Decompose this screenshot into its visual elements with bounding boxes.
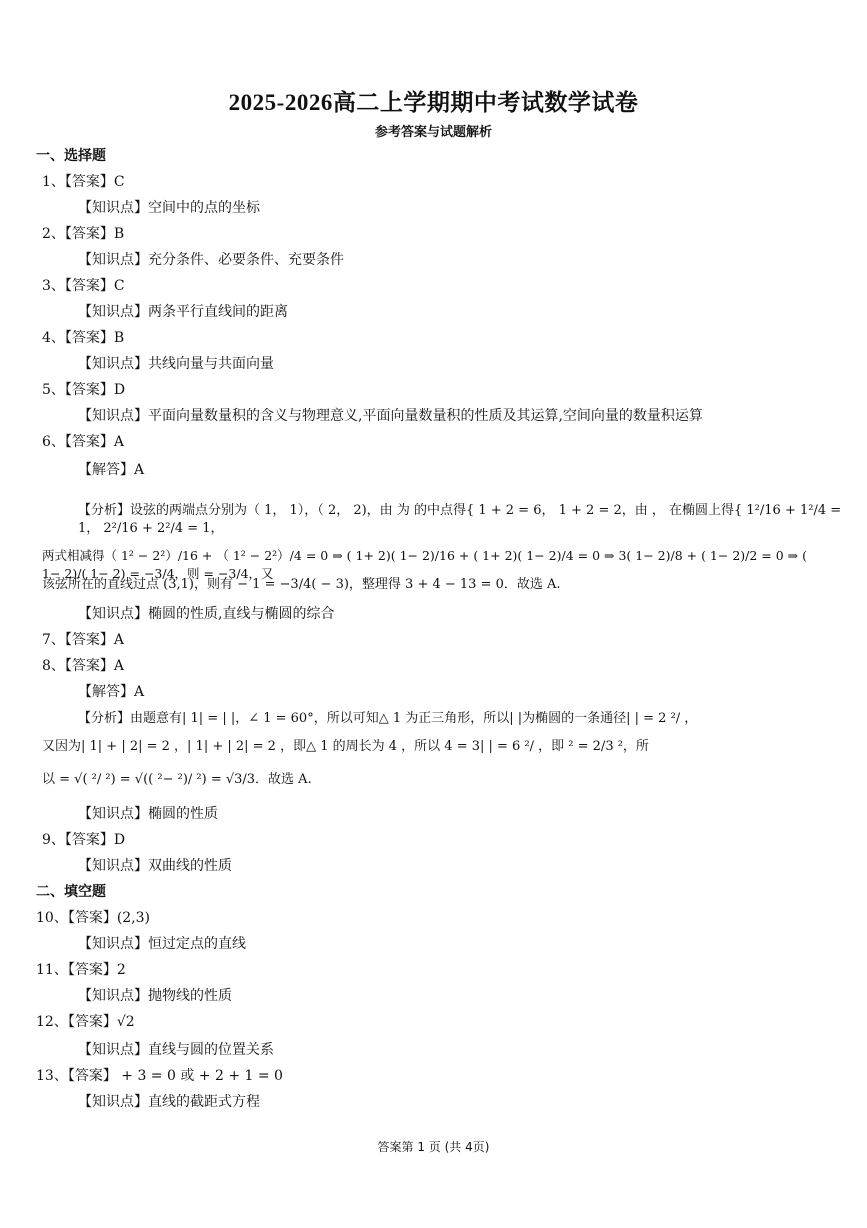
answer-line-q9: 9、【答案】D (42, 832, 126, 848)
answer-line-q6: 6、【答案】A (42, 434, 125, 450)
knowledge-point-q8: 【知识点】椭圆的性质 (78, 806, 218, 822)
answer-line-q5: 5、【答案】D (42, 382, 126, 398)
answer-line-q8: 8、【答案】A (42, 658, 125, 674)
answer-line-q7: 7、【答案】A (42, 632, 125, 648)
solution-q8: 【解答】A (78, 684, 145, 700)
knowledge-point-q5: 【知识点】平面向量数量积的含义与物理意义,平面向量数量积的性质及其运算,空间向量的数量积运算 (78, 408, 703, 424)
analysis-q6-line3: 该弦所在的直线过点 (3,1)，则有 − 1 = −3/4( − 3)，整理得 3 + 4 − 13 = 0．故选 A. (42, 577, 561, 592)
page-footer: 答案第 1 页 (共 4页) (377, 1140, 490, 1154)
page-title: 2025-2026高二上学期期中考试数学试卷 (228, 90, 639, 115)
analysis-q8-line2: 又因为| 1| + | 2| = 2 ，| 1| + | 2| = 2 ，即△ 1 的周长为 4 ，所以 4 = 3| | = 6 ²/ ，即 ² = 2/3 ²，所 (42, 739, 649, 754)
answer-line-q12: 12、【答案】√2 (36, 1014, 135, 1030)
knowledge-point-q4: 【知识点】共线向量与共面向量 (78, 356, 274, 372)
knowledge-point-q3: 【知识点】两条平行直线间的距离 (78, 304, 288, 320)
section-heading-choice: 一、选择题 (36, 148, 106, 164)
knowledge-point-q11: 【知识点】抛物线的性质 (78, 988, 232, 1004)
knowledge-point-q10: 【知识点】恒过定点的直线 (78, 936, 246, 952)
answer-line-q13: 13、【答案】 + 3 = 0 或 + 2 + 1 = 0 (36, 1068, 283, 1084)
answer-line-q10: 10、【答案】(2,3) (36, 910, 151, 926)
answer-line-q1: 1、【答案】C (42, 174, 125, 190)
section-heading-fill: 二、填空题 (36, 884, 106, 900)
knowledge-point-q2: 【知识点】充分条件、必要条件、充要条件 (78, 252, 344, 268)
knowledge-point-q13: 【知识点】直线的截距式方程 (78, 1094, 260, 1110)
answer-line-q4: 4、【答案】B (42, 330, 125, 346)
knowledge-point-q1: 【知识点】空间中的点的坐标 (78, 200, 260, 216)
analysis-q8-line3: 以 = √( ²/ ²) = √(( ²− ²)/ ²) = √3/3．故选 A. (42, 772, 312, 787)
analysis-q6-line2: 两式相减得（ 1² − 2²）/16 + （ 1² − 2²）/4 = 0 ⇒ ( 1+ 2)( 1− 2)/16 + ( 1+ 2)( 1− 2)/4 = 0 ⇒ 3( 1− 2)/8 + ( 1− 2)/2 = 0 ⇒ ( 1− 2)/( 1− 2) = −3/4，则 = −3/4，又 (42, 548, 807, 581)
analysis-q8-line1: 【分析】由题意有| 1| = | |，∠ 1 = 60°，所以可知△ 1 为正三角形，所以| |为椭圆的一条通径| | = 2 ²/ ， (78, 711, 698, 726)
page-subtitle: 参考答案与试题解析 (374, 125, 492, 140)
answer-line-q2: 2、【答案】B (42, 226, 125, 242)
answer-line-q11: 11、【答案】2 (36, 962, 126, 978)
knowledge-point-q9: 【知识点】双曲线的性质 (78, 858, 232, 874)
analysis-q6-line1: 【分析】设弦的两端点分别为（ 1， 1），（ 2， 2)，由 为 的中点得{ 1 + 2 = 6， 1 + 2 = 2，由 ， 在椭圆上得{ 1²/16 + 1²/4 = 1， 2²/16 + 2²/4 = 1， (78, 503, 842, 536)
knowledge-point-q12: 【知识点】直线与圆的位置关系 (78, 1042, 274, 1058)
solution-q6: 【解答】A (78, 462, 145, 478)
answer-line-q3: 3、【答案】C (42, 278, 125, 294)
knowledge-point-q6: 【知识点】椭圆的性质,直线与椭圆的综合 (78, 606, 335, 622)
